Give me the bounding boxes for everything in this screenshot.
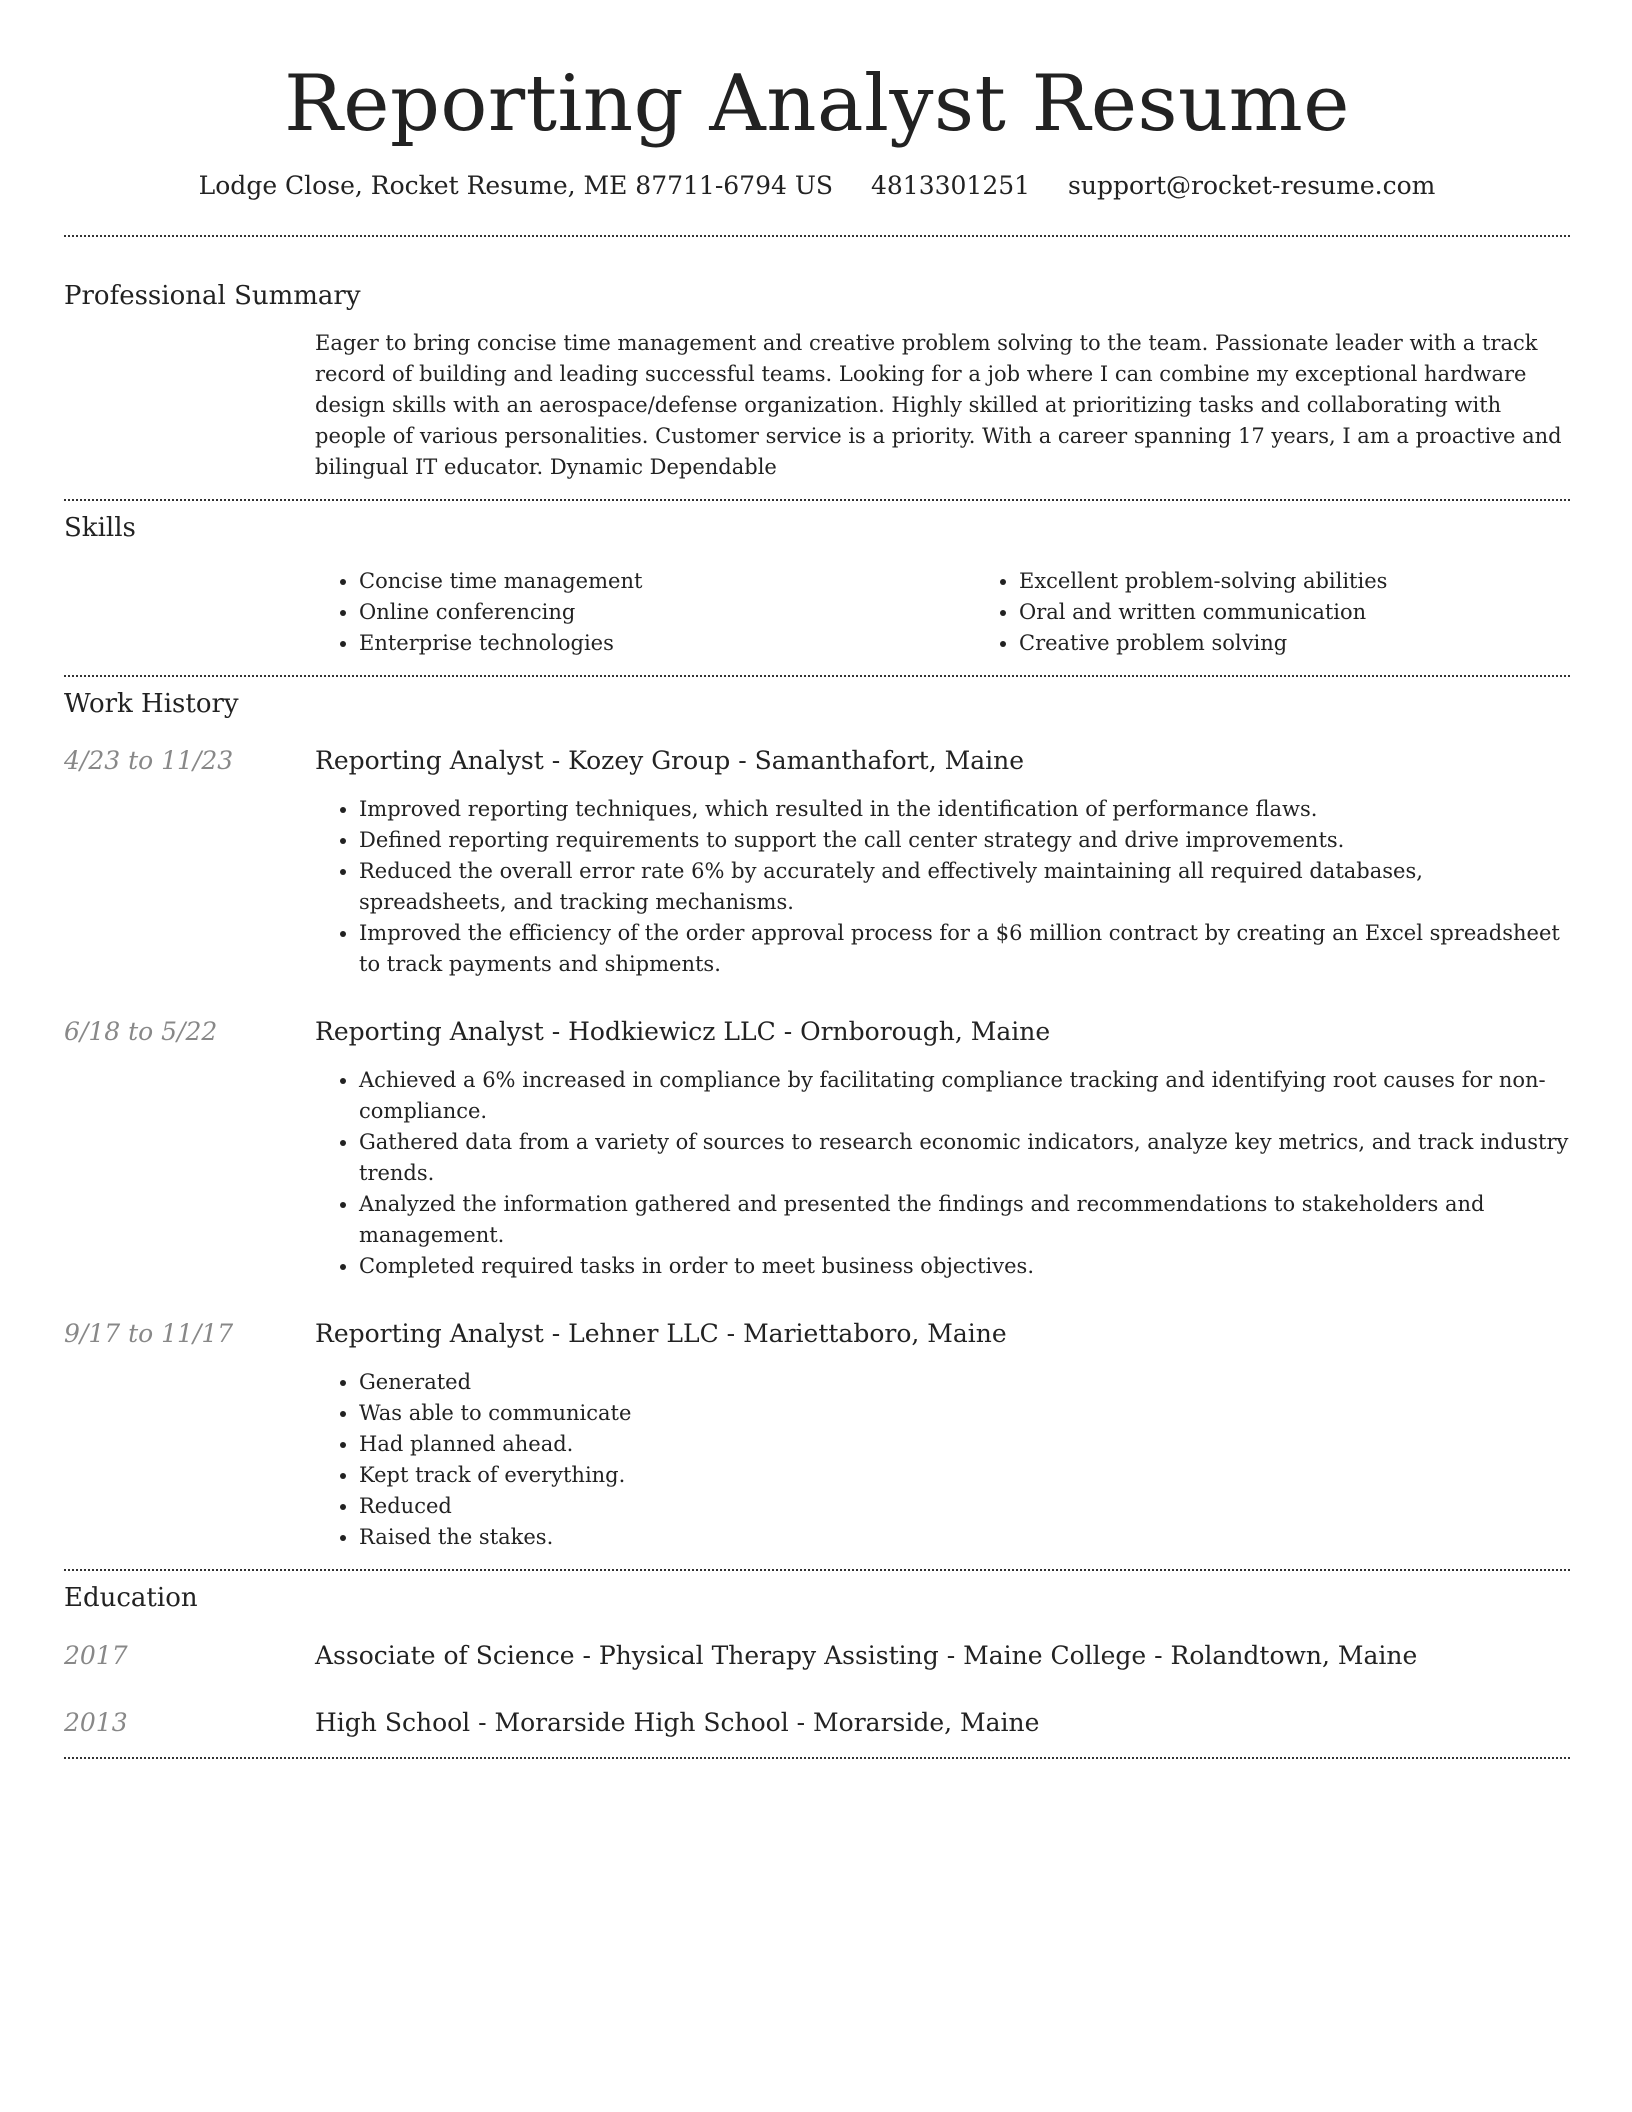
job-bullet: • Was able to communicate [359,1398,1570,1429]
divider [64,1757,1570,1759]
job-bullet: • Achieved a 6% increased in compliance by facilitating compliance tracking and identifying root causes for non-compliance. [359,1065,1570,1127]
job-title: Reporting Analyst - Lehner LLC - Mariettaboro, Maine [315,1319,1007,1348]
job-bullet: • Analyzed the information gathered and presented the findings and recommendations to stakeholders and management. [359,1189,1570,1251]
job-bullet: • Completed required tasks in order to meet business objectives. [359,1251,1570,1282]
job-bullet: • Raised the stakes. [359,1522,1570,1553]
job-bullets [315,794,1570,980]
contact-phone: 4813301251 [871,171,1031,200]
job-bullet: • Improved the efficiency of the order approval process for a $6 million contract by creating an Excel spreadsheet to track payments and shipments. [359,918,1570,980]
job-entry [64,745,1570,980]
job-dates: 4/23 to 11/23 [64,746,234,775]
contact-line [64,170,1570,202]
education-title: Associate of Science - Physical Therapy Assisting - Maine College - Rolandtown, Maine [315,1641,1418,1670]
section-heading-skills: Skills [64,513,136,543]
resume-title: Reporting Analyst Resume [284,59,1350,149]
skills-list [315,566,1570,659]
job-bullet: • Generated [359,1367,1570,1398]
section-heading-work: Work History [64,689,239,719]
skill-item: • Concise time management [359,566,975,597]
job-bullets [315,1065,1570,1282]
job-dates: 6/18 to 5/22 [64,1017,218,1046]
section-heading-education: Education [64,1583,198,1613]
divider [64,675,1570,677]
skills-column-left [315,566,975,659]
skills-column-right [975,566,1632,659]
job-bullet: • Gathered data from a variety of sources to research economic indicators, analyze key metrics, and track industry trends. [359,1127,1570,1189]
resume-page [64,0,1570,1759]
skill-item: • Creative problem solving [1019,628,1632,659]
contact-email[interactable]: support@rocket-resume.com [1068,171,1436,200]
job-entry [64,1318,1570,1553]
job-bullet: • Reduced [359,1491,1570,1522]
job-bullet: • Reduced the overall error rate 6% by accurately and effectively maintaining all required databases, spreadsheets, and tracking mechanisms. [359,856,1570,918]
job-bullet: • Had planned ahead. [359,1429,1570,1460]
job-dates: 9/17 to 11/17 [64,1319,234,1348]
job-bullets [315,1367,1570,1553]
contact-address: Lodge Close, Rocket Resume, ME 87711-6794 US [198,171,834,200]
education-entry [64,1640,1570,1672]
job-title: Reporting Analyst - Hodkiewicz LLC - Ornborough, Maine [315,1017,1051,1046]
job-bullet: • Kept track of everything. [359,1460,1570,1491]
skill-item: • Enterprise technologies [359,628,975,659]
job-bullet: • Defined reporting requirements to support the call center strategy and drive improvements. [359,825,1570,856]
education-entry [64,1707,1570,1739]
skill-item: • Online conferencing [359,597,975,628]
section-heading-summary: Professional Summary [64,281,361,311]
job-entry [64,1016,1570,1282]
skill-item: • Oral and written communication [1019,597,1632,628]
divider [64,1569,1570,1571]
skill-item: • Excellent problem-solving abilities [1019,566,1632,597]
education-title: High School - Morarside High School - Morarside, Maine [315,1708,1040,1737]
job-title: Reporting Analyst - Kozey Group - Samanthafort, Maine [315,746,1025,775]
job-bullet: • Improved reporting techniques, which resulted in the identification of performance flaws. [359,794,1570,825]
divider [64,499,1570,501]
education-year: 2013 [64,1708,128,1737]
summary-text: Eager to bring concise time management and creative problem solving to the team. Passionate leader with a track record of building and leading successful teams. Looking for a job where I can combine my exceptional hardware design skills with an aerospace/defense organization. Highly skilled at prioritizing tasks and collaborating with people of various personalities. Customer service is a priority. With a career spanning 17 years, I am a proactive and bilingual IT educator. Dynamic Dependable [315,331,1562,479]
education-year: 2017 [64,1641,128,1670]
divider [64,235,1570,237]
